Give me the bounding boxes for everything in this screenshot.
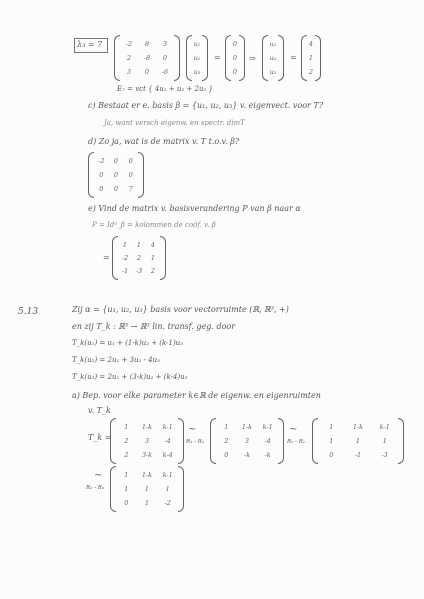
exercise-part-a-cont: v. T_k [88, 406, 111, 415]
cell: 1 [144, 485, 150, 493]
cell: u₁ [193, 40, 201, 48]
cell: 2 [224, 437, 229, 445]
cell: u₃ [193, 68, 201, 76]
cell: u₁ [269, 40, 277, 48]
vector-zero [225, 35, 245, 81]
cell: k-4 [162, 451, 173, 459]
cell: 1 [144, 499, 150, 507]
cell: 0 [329, 451, 334, 459]
cell: 0 [144, 68, 150, 76]
cell: 0 [99, 185, 104, 193]
cell: 2 [124, 451, 129, 459]
cell: -3 [381, 451, 388, 459]
matrix-tk [110, 418, 184, 464]
matrix-step-4 [110, 466, 184, 512]
implies-arrow: ⇒ [249, 54, 256, 63]
cell: -2 [164, 499, 171, 507]
cell: 4 [150, 240, 156, 249]
cell: 1 [124, 485, 129, 493]
matrix-p [112, 236, 166, 280]
cell: 0 [162, 54, 168, 62]
question-e: e) Vind de matrix v. basisverandering P van β naar α [88, 204, 301, 213]
cell: k-1 [162, 423, 173, 431]
cell: 0 [99, 171, 104, 179]
cell: -2 [121, 253, 129, 262]
cell: 1 [122, 240, 128, 249]
cell: -2 [98, 157, 105, 165]
cell: 1 [329, 437, 334, 445]
cell: 7 [128, 185, 133, 193]
cell: 1 [308, 54, 314, 62]
cell: 1 [355, 437, 361, 445]
cell: -1 [121, 267, 129, 276]
cell: 1-k [352, 423, 364, 431]
cell: 0 [232, 68, 238, 76]
cell: 3 [244, 437, 250, 445]
cell: u₂ [193, 54, 201, 62]
row-op-3: R₂ - R₃ [86, 485, 105, 491]
eigenspace-line: E₇ = vct { 4u₁ + u₂ + 2u₃ } [117, 85, 213, 93]
cell: -k [243, 451, 251, 459]
cell: 1 [150, 253, 156, 262]
cell: 0 [232, 54, 238, 62]
cell: -2 [125, 40, 133, 48]
cell: 1 [329, 423, 334, 431]
cell: -4 [264, 437, 271, 445]
cell: u₂ [269, 54, 277, 62]
tk-label: T_k = [88, 433, 112, 442]
cell: 0 [224, 451, 229, 459]
cell: 0 [128, 157, 133, 165]
lambda-label: λ₃ = 7 [77, 40, 103, 49]
cell: 2 [136, 253, 142, 262]
cell: -8 [143, 54, 151, 62]
cell: 1 [382, 437, 387, 445]
cell: 8 [144, 40, 150, 48]
exercise-line-1: Zij α = {u₁, u₂, u₃} basis voor vectorruimte (ℝ, ℝ³, +) [72, 305, 289, 314]
row-op-2: R₂ - R₁ [287, 439, 306, 445]
tilde-3: ∼ [94, 470, 103, 481]
cell: 3-k [141, 451, 153, 459]
vector-solution [301, 35, 321, 81]
cell: 0 [232, 40, 238, 48]
cell: 1 [136, 240, 142, 249]
cell: 1-k [241, 423, 253, 431]
cell: 2 [124, 437, 129, 445]
tilde-2: ∼ [289, 424, 298, 435]
exercise-line-3: T_k(u₁) = u₁ + (1-k)u₂ + (k-1)u₃ [72, 339, 183, 347]
cell: 3 [126, 68, 132, 76]
cell: 1 [124, 423, 129, 431]
cell: 1 [224, 423, 229, 431]
matrix-step-2 [210, 418, 284, 464]
cell: 0 [113, 157, 119, 165]
cell: 0 [113, 171, 119, 179]
cell: k-1 [162, 471, 173, 479]
cell: 1-k [141, 471, 153, 479]
matrix-d [88, 152, 144, 198]
cell: 2 [150, 267, 156, 276]
p-equals: = [103, 253, 110, 262]
exercise-line-4: T_k(u₂) = 2u₁ + 3u₂ - 4u₃ [72, 356, 160, 364]
exercise-line-2: en zij T_k : ℝ³ → ℝ³ lin. transf. geg. door [72, 322, 236, 331]
cell: 3 [144, 437, 150, 445]
cell: 2 [126, 54, 132, 62]
cell: k-1 [262, 423, 273, 431]
cell: 1 [165, 485, 170, 493]
cell: u₃ [269, 68, 277, 76]
cell: 0 [128, 171, 133, 179]
cell: k-1 [379, 423, 390, 431]
tilde-1: ∼ [188, 424, 197, 435]
row-op-1: R₃ - R₂ [186, 439, 205, 445]
cell: 1 [124, 471, 129, 479]
exercise-number: 5.13 [18, 307, 39, 317]
exercise-part-a: a) Bep. voor elke parameter k∈ℝ de eigenw. en eigenruimten [72, 391, 321, 400]
cell: -4 [164, 437, 171, 445]
cell: 2 [308, 68, 314, 76]
cell: 0 [113, 185, 119, 193]
vector-u-result [262, 35, 284, 81]
cell: 3 [162, 40, 168, 48]
vector-u [186, 35, 208, 81]
matrix-step-3 [312, 418, 404, 464]
exercise-line-5: T_k(u₃) = 2u₁ + (3-k)u₂ + (k-4)u₃ [72, 373, 188, 381]
cell: -3 [135, 267, 143, 276]
equals-sign: = [290, 53, 297, 62]
answer-c: Ja, want versch eigenw. en spectr. dimT [104, 119, 245, 127]
cell: 0 [124, 499, 129, 507]
question-c: c) Bestaat er e. basis β = {u₁, u₂, u₃} v. eigenvect. voor T? [88, 101, 324, 110]
matrix-a-minus-lambda [114, 35, 180, 81]
cell: -k [264, 451, 271, 459]
cell: 1-k [141, 423, 153, 431]
equals-sign: = [214, 53, 221, 62]
cell: -6 [161, 68, 169, 76]
p-definition: P = Idᵅ_β = kolommen de coöf. v. β [92, 221, 216, 229]
question-d: d) Zo ja, wat is de matrix v. T t.o.v. β? [88, 137, 240, 146]
cell: -1 [354, 451, 362, 459]
cell: 4 [308, 40, 314, 48]
